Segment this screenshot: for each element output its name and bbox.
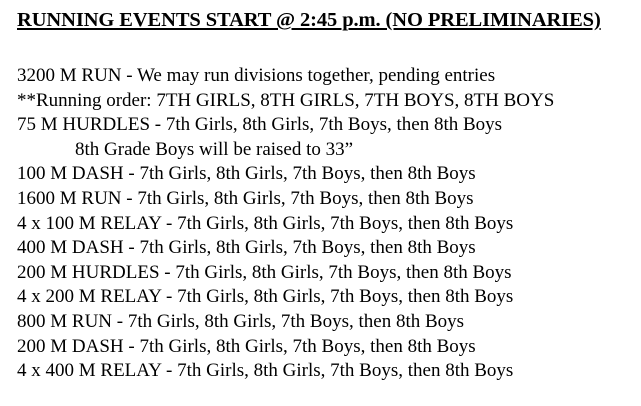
event-line-200m-dash: 200 M DASH - 7th Girls, 8th Girls, 7th Boys, then 8th Boys: [17, 335, 476, 357]
event-line-3200m-run: 3200 M RUN - We may run divisions together, pending entries: [17, 65, 496, 86]
running-order-note: **Running order: 7TH GIRLS, 8TH GIRLS, 7TH BOYS, 8TH BOYS: [17, 89, 555, 111]
event-line-800m-run: 800 M RUN - 7th Girls, 8th Girls, 7th Boys, then 8th Boys: [17, 310, 465, 332]
event-line-1600m-run: 1600 M RUN - 7th Girls, 8th Girls, 7th Boys, then 8th Boys: [17, 187, 474, 209]
event-line-200m-hurdles: 200 M HURDLES - 7th Girls, 8th Girls, 7th Boys, then 8th Boys: [17, 261, 512, 283]
event-line-75m-hurdles: 75 M HURDLES - 7th Girls, 8th Girls, 7th Boys, then 8th Boys: [17, 114, 503, 136]
event-list: [17, 64, 554, 384]
event-line-4x200m-relay: 4 x 200 M RELAY - 7th Girls, 8th Girls, 7th Boys, then 8th Boys: [17, 286, 514, 308]
event-line-4x400m-relay: 4 x 400 M RELAY - 7th Girls, 8th Girls, 7th Boys, then 8th Boys: [17, 360, 514, 382]
event-line-400m-dash: 400 M DASH - 7th Girls, 8th Girls, 7th Boys, then 8th Boys: [17, 237, 476, 259]
hurdle-height-note: 8th Grade Boys will be raised to 33”: [75, 138, 354, 160]
event-line-100m-dash: 100 M DASH - 7th Girls, 8th Girls, 7th Boys, then 8th Boys: [17, 163, 476, 185]
running-events-heading: RUNNING EVENTS START @ 2:45 p.m. (NO PRELIMINARIES): [17, 9, 601, 31]
event-line-4x100m-relay: 4 x 100 M RELAY - 7th Girls, 8th Girls, 7th Boys, then 8th Boys: [17, 212, 514, 234]
